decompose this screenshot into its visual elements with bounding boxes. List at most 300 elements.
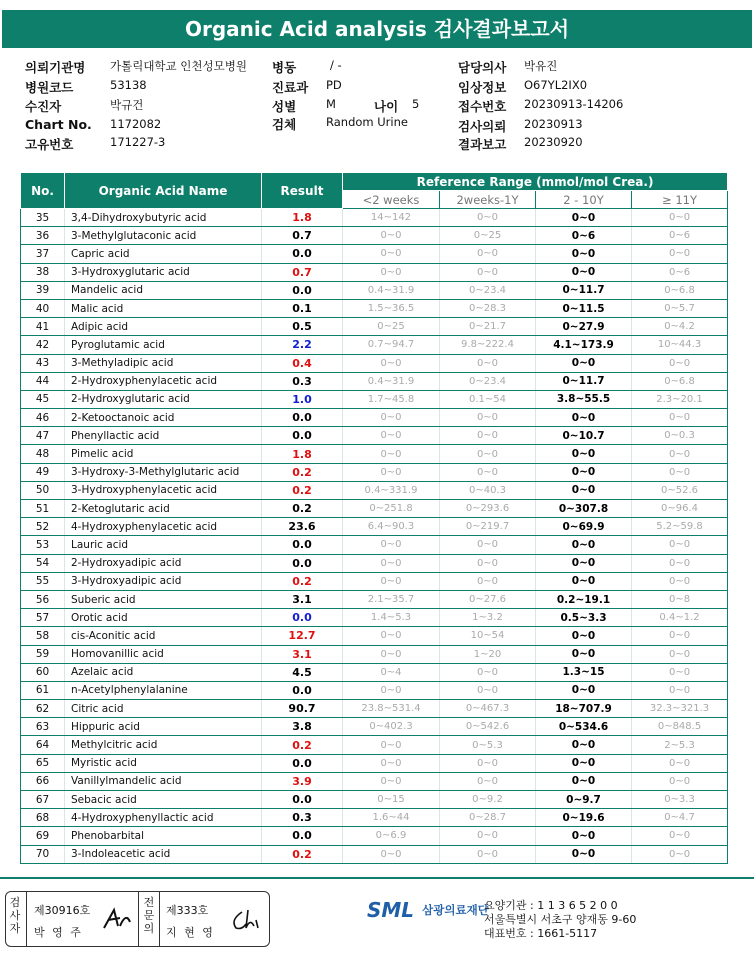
row-name: 2-Hydroxyadipic acid <box>65 554 262 572</box>
row-range-2-10y: 0~0 <box>536 627 632 645</box>
row-name: 3-Hydroxyglutaric acid <box>65 263 262 281</box>
row-range-lt2weeks: 0~0 <box>343 427 440 445</box>
specialist-no: 제333호 <box>166 904 209 917</box>
row-range-2-10y: 1.3~15 <box>536 663 632 681</box>
age-label: 나이 <box>374 99 399 114</box>
row-range-2-10y: 0~10.7 <box>536 427 632 445</box>
row-no: 70 <box>21 845 65 863</box>
row-range-lt2weeks: 0~0 <box>343 409 440 427</box>
row-range-2-10y: 0~0 <box>536 263 632 281</box>
row-no: 62 <box>21 700 65 718</box>
row-range-lt2weeks: 0~0 <box>343 554 440 572</box>
row-no: 49 <box>21 463 65 481</box>
row-range-ge11y: 0~0 <box>632 845 728 863</box>
row-name: 2-Ketooctanoic acid <box>65 409 262 427</box>
row-name: 4-Hydroxyphenyllactic acid <box>65 809 262 827</box>
row-range-lt2weeks: 1.7~45.8 <box>343 390 440 408</box>
row-no: 39 <box>21 281 65 299</box>
row-name: Citric acid <box>65 700 262 718</box>
row-result: 3.1 <box>262 590 343 608</box>
table-row <box>21 263 728 281</box>
row-result: 0.0 <box>262 609 343 627</box>
table-row <box>21 536 728 554</box>
row-range-2-10y: 0.2~19.1 <box>536 590 632 608</box>
row-result: 4.5 <box>262 663 343 681</box>
row-name: 3,4-Dihydroxybutyric acid <box>65 209 262 227</box>
row-range-2-10y: 0~307.8 <box>536 500 632 518</box>
row-no: 63 <box>21 718 65 736</box>
row-range-2-10y: 0~9.7 <box>536 791 632 809</box>
row-no: 36 <box>21 227 65 245</box>
table-row <box>21 336 728 354</box>
row-range-lt2weeks: 0~25 <box>343 318 440 336</box>
table-row <box>21 572 728 590</box>
row-no: 35 <box>21 209 65 227</box>
row-range-ge11y: 0~0 <box>632 209 728 227</box>
hospital-code-label: 병원코드 <box>25 80 74 95</box>
row-range-ge11y: 0~4.7 <box>632 809 728 827</box>
row-result: 0.0 <box>262 791 343 809</box>
row-no: 58 <box>21 627 65 645</box>
col-header-ge11y: ≥ 11Y <box>632 191 728 209</box>
footer-divider <box>0 877 754 879</box>
row-range-ge11y: 0~3.3 <box>632 791 728 809</box>
row-range-lt2weeks: 2.1~35.7 <box>343 590 440 608</box>
table-row <box>21 663 728 681</box>
row-name: 4-Hydroxyphenylacetic acid <box>65 518 262 536</box>
row-range-2-10y: 0~27.9 <box>536 318 632 336</box>
table-row <box>21 227 728 245</box>
row-result: 0.2 <box>262 500 343 518</box>
row-range-2-10y: 0~0 <box>536 409 632 427</box>
row-range-ge11y: 32.3~321.3 <box>632 700 728 718</box>
table-row <box>21 481 728 499</box>
row-name: 3-Methyladipic acid <box>65 354 262 372</box>
row-name: Phenyllactic acid <box>65 427 262 445</box>
row-result: 1.0 <box>262 390 343 408</box>
row-range-2weeks-1y: 0.1~54 <box>440 390 536 408</box>
row-result: 0.3 <box>262 809 343 827</box>
row-no: 47 <box>21 427 65 445</box>
col-header-no: No. <box>21 173 65 209</box>
row-range-lt2weeks: 0.4~31.9 <box>343 372 440 390</box>
row-range-2weeks-1y: 0~25 <box>440 227 536 245</box>
row-range-ge11y: 10~44.3 <box>632 336 728 354</box>
row-name: Suberic acid <box>65 590 262 608</box>
row-result: 0.0 <box>262 554 343 572</box>
row-range-lt2weeks: 0~0 <box>343 245 440 263</box>
row-result: 0.0 <box>262 245 343 263</box>
row-name: Sebacic acid <box>65 791 262 809</box>
row-range-ge11y: 0~0 <box>632 354 728 372</box>
row-no: 66 <box>21 772 65 790</box>
row-range-ge11y: 0~6.8 <box>632 281 728 299</box>
row-name: 2-Hydroxyglutaric acid <box>65 390 262 408</box>
row-range-lt2weeks: 0~402.3 <box>343 718 440 736</box>
org-name: 삼광의료재단 <box>422 903 489 917</box>
row-range-lt2weeks: 0~0 <box>343 681 440 699</box>
row-range-lt2weeks: 0~251.8 <box>343 500 440 518</box>
row-range-ge11y: 0~4.2 <box>632 318 728 336</box>
row-range-lt2weeks: 23.8~531.4 <box>343 700 440 718</box>
row-name: Phenobarbital <box>65 827 262 845</box>
row-range-2weeks-1y: 0~0 <box>440 572 536 590</box>
row-result: 0.1 <box>262 299 343 317</box>
row-range-ge11y: 0~6 <box>632 227 728 245</box>
row-range-lt2weeks: 0~0 <box>343 463 440 481</box>
row-range-ge11y: 0~0 <box>632 463 728 481</box>
row-range-2weeks-1y: 10~54 <box>440 627 536 645</box>
specialist-name: 지 현 영 <box>166 926 215 939</box>
row-range-lt2weeks: 6.4~90.3 <box>343 518 440 536</box>
row-result: 0.2 <box>262 736 343 754</box>
row-no: 51 <box>21 500 65 518</box>
row-no: 61 <box>21 681 65 699</box>
row-range-2-10y: 0~11.5 <box>536 299 632 317</box>
row-result: 0.2 <box>262 481 343 499</box>
row-range-2-10y: 0~0 <box>536 572 632 590</box>
row-range-lt2weeks: 0.4~31.9 <box>343 281 440 299</box>
row-range-2-10y: 0~0 <box>536 645 632 663</box>
row-range-ge11y: 0~0 <box>632 627 728 645</box>
row-range-ge11y: 0~0 <box>632 572 728 590</box>
row-no: 48 <box>21 445 65 463</box>
row-result: 0.4 <box>262 354 343 372</box>
row-range-lt2weeks: 0~0 <box>343 754 440 772</box>
row-result: 0.7 <box>262 263 343 281</box>
tester-label <box>8 896 22 935</box>
row-range-lt2weeks: 1.6~44 <box>343 809 440 827</box>
row-range-lt2weeks: 1.5~36.5 <box>343 299 440 317</box>
row-no: 40 <box>21 299 65 317</box>
row-name: Mandelic acid <box>65 281 262 299</box>
sex-label: 성별 <box>272 99 297 114</box>
row-range-2-10y: 0~0 <box>536 463 632 481</box>
row-range-2weeks-1y: 1~20 <box>440 645 536 663</box>
row-range-2-10y: 0~534.6 <box>536 718 632 736</box>
chart-value: 1172082 <box>110 117 162 131</box>
row-result: 0.0 <box>262 536 343 554</box>
row-range-2-10y: 0~0 <box>536 536 632 554</box>
row-no: 43 <box>21 354 65 372</box>
ward-value: / - <box>330 58 342 72</box>
row-range-2weeks-1y: 0~23.4 <box>440 372 536 390</box>
row-name: Adipic acid <box>65 318 262 336</box>
row-no: 44 <box>21 372 65 390</box>
specialist-label <box>142 896 156 935</box>
signature-box <box>5 891 270 947</box>
row-result: 3.8 <box>262 718 343 736</box>
row-no: 41 <box>21 318 65 336</box>
org-logo <box>367 898 489 922</box>
row-range-lt2weeks: 0~0 <box>343 736 440 754</box>
row-range-2-10y: 0~11.7 <box>536 372 632 390</box>
row-range-2-10y: 0~0 <box>536 845 632 863</box>
row-range-2weeks-1y: 9.8~222.4 <box>440 336 536 354</box>
table-row <box>21 445 728 463</box>
row-result: 0.2 <box>262 572 343 590</box>
row-range-lt2weeks: 0~0 <box>343 845 440 863</box>
report-date-value: 20230920 <box>524 135 583 149</box>
col-header-result: Result <box>262 173 343 209</box>
sml-logo-text: SML <box>367 898 415 922</box>
row-no: 38 <box>21 263 65 281</box>
row-range-lt2weeks: 0~0 <box>343 572 440 590</box>
row-range-ge11y: 0.4~1.2 <box>632 609 728 627</box>
row-range-lt2weeks: 0~15 <box>343 791 440 809</box>
table-row <box>21 372 728 390</box>
row-result: 0.0 <box>262 427 343 445</box>
row-range-lt2weeks: 0~6.9 <box>343 827 440 845</box>
row-range-2weeks-1y: 0~27.6 <box>440 590 536 608</box>
row-no: 55 <box>21 572 65 590</box>
row-range-ge11y: 0~5.7 <box>632 299 728 317</box>
table-row <box>21 518 728 536</box>
row-no: 45 <box>21 390 65 408</box>
row-range-2weeks-1y: 0~0 <box>440 681 536 699</box>
row-name: Homovanillic acid <box>65 645 262 663</box>
table-row <box>21 754 728 772</box>
row-range-lt2weeks: 0~4 <box>343 663 440 681</box>
row-no: 59 <box>21 645 65 663</box>
row-range-ge11y: 0~0 <box>632 409 728 427</box>
table-row <box>21 427 728 445</box>
row-name: 2-Hydroxyphenylacetic acid <box>65 372 262 390</box>
results-table <box>20 172 728 864</box>
table-row <box>21 590 728 608</box>
row-range-ge11y: 0~0 <box>632 245 728 263</box>
receipt-label: 접수번호 <box>458 99 507 114</box>
row-no: 64 <box>21 736 65 754</box>
row-no: 53 <box>21 536 65 554</box>
row-result: 90.7 <box>262 700 343 718</box>
table-row <box>21 827 728 845</box>
row-name: 3-Hydroxyphenylacetic acid <box>65 481 262 499</box>
unique-label: 고유번호 <box>25 137 74 152</box>
col-header-lt2weeks: <2 weeks <box>343 191 440 209</box>
table-row <box>21 845 728 863</box>
col-header-2weeks-1y: 2weeks-1Y <box>440 191 536 209</box>
row-result: 2.2 <box>262 336 343 354</box>
table-row <box>21 645 728 663</box>
row-range-2-10y: 0~0 <box>536 354 632 372</box>
row-name: Myristic acid <box>65 754 262 772</box>
row-range-2-10y: 0~0 <box>536 481 632 499</box>
row-range-2-10y: 0~0 <box>536 827 632 845</box>
row-range-lt2weeks: 1.4~5.3 <box>343 609 440 627</box>
sex-value: M <box>326 97 336 111</box>
row-result: 1.8 <box>262 445 343 463</box>
org-phone: 대표번호 : 1661-5117 <box>484 927 598 940</box>
row-name: 3-Methylglutaconic acid <box>65 227 262 245</box>
row-result: 12.7 <box>262 627 343 645</box>
ward-label: 병동 <box>272 60 297 75</box>
row-range-2-10y: 0.5~3.3 <box>536 609 632 627</box>
row-range-2-10y: 0~0 <box>536 772 632 790</box>
row-name: Methylcitric acid <box>65 736 262 754</box>
row-name: Pyroglutamic acid <box>65 336 262 354</box>
table-row <box>21 390 728 408</box>
row-range-ge11y: 2.3~20.1 <box>632 390 728 408</box>
table-row <box>21 354 728 372</box>
table-row <box>21 299 728 317</box>
row-range-2-10y: 0~0 <box>536 445 632 463</box>
doctor-label: 담당의사 <box>458 60 507 75</box>
row-range-2weeks-1y: 0~9.2 <box>440 791 536 809</box>
row-result: 0.0 <box>262 681 343 699</box>
row-range-2weeks-1y: 0~0 <box>440 263 536 281</box>
col-header-reference: Reference Range (mmol/mol Crea.) <box>343 173 728 191</box>
hospital-code-value: 53138 <box>110 78 147 92</box>
row-range-2weeks-1y: 0~0 <box>440 827 536 845</box>
row-range-lt2weeks: 0.7~94.7 <box>343 336 440 354</box>
row-range-2weeks-1y: 0~219.7 <box>440 518 536 536</box>
org-address: 서울특별시 서초구 양재동 9-60 <box>484 913 637 926</box>
row-name: Orotic acid <box>65 609 262 627</box>
specialist-signature <box>228 906 262 934</box>
row-range-2weeks-1y: 0~0 <box>440 409 536 427</box>
dept-value: PD <box>326 78 342 92</box>
col-header-2-10y: 2 - 10Y <box>536 191 632 209</box>
row-no: 57 <box>21 609 65 627</box>
row-range-2weeks-1y: 0~28.7 <box>440 809 536 827</box>
row-range-ge11y: 0~0 <box>632 681 728 699</box>
report-date-label: 결과보고 <box>458 137 507 152</box>
col-header-name: Organic Acid Name <box>65 173 262 209</box>
row-range-lt2weeks: 0~0 <box>343 627 440 645</box>
row-range-2weeks-1y: 0~0 <box>440 845 536 863</box>
row-range-2-10y: 0~0 <box>536 245 632 263</box>
row-name: Pimelic acid <box>65 445 262 463</box>
age-value: 5 <box>412 97 420 111</box>
table-row <box>21 554 728 572</box>
row-result: 0.7 <box>262 227 343 245</box>
institution-value: 가톨릭대학교 인천성모병원 <box>110 59 247 73</box>
row-range-ge11y: 0~0 <box>632 772 728 790</box>
row-range-2-10y: 0~69.9 <box>536 518 632 536</box>
table-row <box>21 245 728 263</box>
row-no: 52 <box>21 518 65 536</box>
row-range-2weeks-1y: 0~467.3 <box>440 700 536 718</box>
row-result: 1.8 <box>262 209 343 227</box>
row-range-lt2weeks: 0~0 <box>343 227 440 245</box>
row-range-2-10y: 0~0 <box>536 209 632 227</box>
table-row <box>21 791 728 809</box>
patient-value: 박규건 <box>110 98 144 112</box>
row-no: 69 <box>21 827 65 845</box>
row-range-ge11y: 0~0 <box>632 663 728 681</box>
row-range-lt2weeks: 0~0 <box>343 772 440 790</box>
table-row <box>21 627 728 645</box>
row-range-2weeks-1y: 0~0 <box>440 209 536 227</box>
row-range-2-10y: 0~0 <box>536 681 632 699</box>
table-row <box>21 209 728 227</box>
row-range-2-10y: 4.1~173.9 <box>536 336 632 354</box>
row-range-2weeks-1y: 0~0 <box>440 754 536 772</box>
row-range-2-10y: 0~0 <box>536 736 632 754</box>
row-name: 2-Ketoglutaric acid <box>65 500 262 518</box>
row-range-ge11y: 0~0 <box>632 445 728 463</box>
row-name: 3-Hydroxyadipic acid <box>65 572 262 590</box>
row-name: Malic acid <box>65 299 262 317</box>
tester-signature <box>100 904 134 934</box>
row-no: 37 <box>21 245 65 263</box>
row-no: 50 <box>21 481 65 499</box>
row-range-2weeks-1y: 0~0 <box>440 536 536 554</box>
report-title: Organic Acid analysis 검사결과보고서 <box>2 10 752 48</box>
row-range-2weeks-1y: 0~0 <box>440 554 536 572</box>
row-no: 54 <box>21 554 65 572</box>
row-range-ge11y: 0~848.5 <box>632 718 728 736</box>
tester-no: 제30916호 <box>34 904 91 917</box>
row-name: Lauric acid <box>65 536 262 554</box>
row-name: Hippuric acid <box>65 718 262 736</box>
table-row <box>21 700 728 718</box>
institution-label: 의뢰기관명 <box>25 60 86 75</box>
table-row <box>21 463 728 481</box>
row-result: 0.5 <box>262 318 343 336</box>
row-range-2weeks-1y: 0~21.7 <box>440 318 536 336</box>
row-range-lt2weeks: 14~142 <box>343 209 440 227</box>
row-name: Azelaic acid <box>65 663 262 681</box>
row-range-2-10y: 0~0 <box>536 554 632 572</box>
dept-label: 진료과 <box>272 80 309 95</box>
row-result: 3.9 <box>262 772 343 790</box>
row-range-2-10y: 0~0 <box>536 754 632 772</box>
row-no: 56 <box>21 590 65 608</box>
clinical-label: 임상정보 <box>458 80 507 95</box>
table-row <box>21 736 728 754</box>
table-row <box>21 500 728 518</box>
row-range-ge11y: 0~0 <box>632 536 728 554</box>
row-name: Capric acid <box>65 245 262 263</box>
row-range-2-10y: 0~6 <box>536 227 632 245</box>
table-row <box>21 318 728 336</box>
row-name: n-Acetylphenylalanine <box>65 681 262 699</box>
row-range-2weeks-1y: 0~0 <box>440 463 536 481</box>
row-range-ge11y: 0~6.8 <box>632 372 728 390</box>
receipt-value: 20230913-14206 <box>524 97 624 111</box>
row-range-ge11y: 2~5.3 <box>632 736 728 754</box>
row-no: 46 <box>21 409 65 427</box>
specimen-label: 검체 <box>272 117 297 132</box>
request-value: 20230913 <box>524 117 583 131</box>
row-name: 3-Hydroxy-3-Methylglutaric acid <box>65 463 262 481</box>
row-range-lt2weeks: 0~0 <box>343 536 440 554</box>
row-result: 0.0 <box>262 827 343 845</box>
row-range-ge11y: 0~52.6 <box>632 481 728 499</box>
row-range-ge11y: 0~6 <box>632 263 728 281</box>
table-row <box>21 772 728 790</box>
table-row <box>21 718 728 736</box>
row-range-ge11y: 5.2~59.8 <box>632 518 728 536</box>
row-range-2weeks-1y: 0~0 <box>440 663 536 681</box>
table-row <box>21 281 728 299</box>
row-range-2weeks-1y: 0~293.6 <box>440 500 536 518</box>
row-name: cis-Aconitic acid <box>65 627 262 645</box>
row-name: Vanillylmandelic acid <box>65 772 262 790</box>
row-result: 0.0 <box>262 409 343 427</box>
table-row <box>21 809 728 827</box>
row-range-2weeks-1y: 0~0 <box>440 245 536 263</box>
request-label: 검사의뢰 <box>458 119 507 134</box>
patient-label: 수진자 <box>25 99 62 114</box>
row-range-ge11y: 0~0 <box>632 645 728 663</box>
row-no: 68 <box>21 809 65 827</box>
row-result: 0.0 <box>262 281 343 299</box>
row-range-ge11y: 0~0 <box>632 554 728 572</box>
org-contact <box>484 899 636 941</box>
